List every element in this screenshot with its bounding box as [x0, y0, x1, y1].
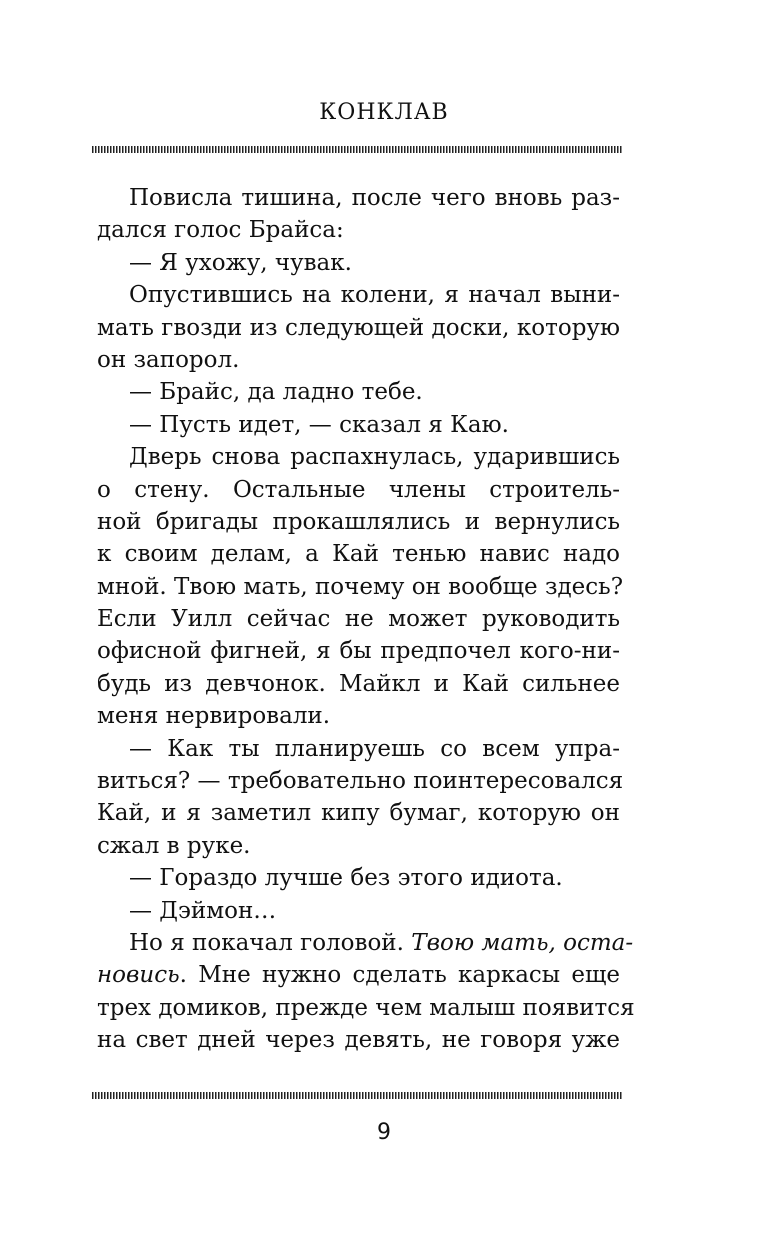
text-line: Дверь снова распахнулась, ударившись: [129, 444, 620, 471]
text-line: мать гвозди из следующей доски, которую: [97, 314, 620, 341]
body-text: [97, 182, 635, 1057]
text-line: дался голос Брайса:: [97, 217, 344, 244]
text-line: — Брайс, да ладно тебе.: [129, 379, 423, 406]
text-line: будь из девчонок. Майкл и Кай сильнее: [97, 670, 620, 697]
footer-divider: [92, 1092, 622, 1099]
text-line: — Пусть идет, — сказал я Каю.: [129, 411, 509, 438]
page-number: 9: [377, 1120, 391, 1145]
text-line: к своим делам, а Кай тенью навис надо: [97, 541, 620, 568]
text-line: сжал в руке.: [97, 832, 251, 859]
text-segment: . Мне нужно сделать каркасы еще: [179, 962, 620, 989]
text-line: на свет дней через девять, не говоря уже: [97, 1027, 620, 1054]
text-line: Кай, и я заметил кипу бумаг, которую он: [97, 800, 620, 827]
text-line: ной бригады прокашлялись и вернулись: [97, 508, 620, 535]
text-line: — Я ухожу, чувак.: [129, 249, 352, 276]
text-line: Повисла тишина, после чего вновь раз-: [129, 185, 620, 211]
text-line: [97, 959, 620, 991]
text-line: Если Уилл сейчас не может руководить: [97, 606, 620, 633]
text-line: Опустившись на колени, я начал выни-: [129, 282, 620, 309]
text-line: мной. Твою мать, почему он вообще здесь?: [97, 573, 624, 600]
italic-phrase: Твою мать, оста-: [411, 929, 634, 956]
text-line: — Как ты планируешь со всем упра-: [129, 735, 620, 762]
text-line: виться? — требовательно поинтересовался: [97, 768, 624, 795]
header-divider: [92, 146, 622, 153]
text-line: [97, 927, 634, 959]
italic-phrase: новись: [97, 962, 180, 989]
text-line: трех домиков, прежде чем малыш появится: [97, 994, 635, 1021]
text-line: — Дэймон…: [129, 897, 277, 924]
text-segment: Но я покачал головой.: [129, 929, 412, 956]
running-header: КОНКЛАВ: [319, 100, 449, 125]
text-line: он запорол.: [97, 346, 240, 373]
text-line: — Гораздо лучше без этого идиота.: [129, 865, 563, 892]
text-line: меня нервировали.: [97, 703, 331, 730]
text-line: офисной фигней, я бы предпочел кого-ни-: [97, 638, 620, 665]
text-line: о стену. Остальные члены строитель-: [97, 476, 620, 503]
